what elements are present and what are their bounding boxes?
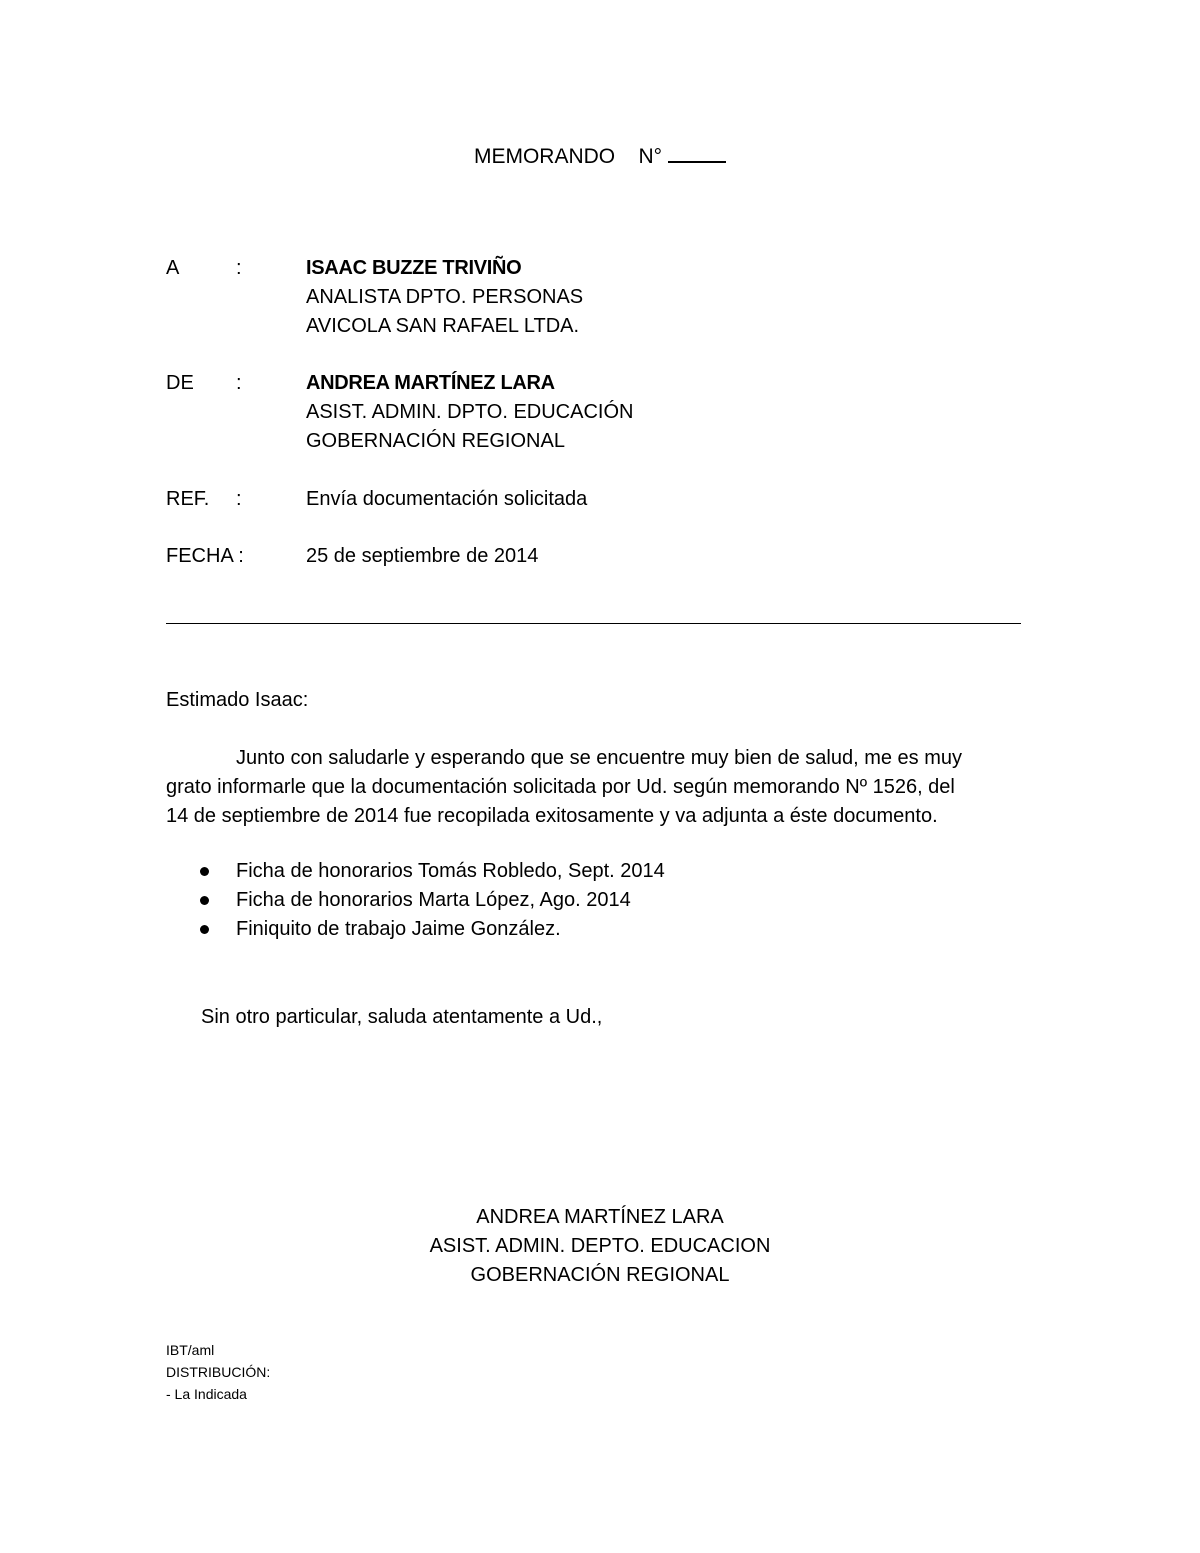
attachment-text: Finiquito de trabajo Jaime González. xyxy=(236,918,561,940)
attachments-list xyxy=(200,857,665,944)
from-company: GOBERNACIÓN REGIONAL xyxy=(306,430,565,452)
ref-value: Envía documentación solicitada xyxy=(306,488,588,510)
footer-distribution-item: - La Indicada xyxy=(166,1386,247,1402)
to-company: AVICOLA SAN RAFAEL LTDA. xyxy=(306,315,580,337)
from-label: DE xyxy=(166,372,194,394)
footer-distribution-label: DISTRIBUCIÓN: xyxy=(166,1364,271,1380)
signature-organization: GOBERNACIÓN REGIONAL xyxy=(470,1264,730,1286)
bullet-icon xyxy=(200,867,209,876)
ref-label: REF. xyxy=(166,488,210,510)
to-position: ANALISTA DPTO. PERSONAS xyxy=(306,286,584,308)
closing-line: Sin otro particular, saluda atentamente a Ud., xyxy=(201,1006,603,1028)
to-colon: : xyxy=(236,257,242,279)
footer-initials: IBT/aml xyxy=(166,1342,215,1358)
ref-colon: : xyxy=(236,488,242,510)
body-paragraph xyxy=(166,744,1026,831)
date-label: FECHA : xyxy=(166,545,244,567)
separator-line xyxy=(166,623,1021,624)
attachment-text: Ficha de honorarios Marta López, Ago. 2014 xyxy=(236,889,631,911)
memo-title-text: MEMORANDO xyxy=(473,145,616,168)
memo-number-label: N° xyxy=(638,145,663,168)
memo-number-blank[interactable] xyxy=(668,141,726,163)
paragraph-line-3: 14 de septiembre de 2014 fue recopilada exitosamente y va adjunta a éste documento. xyxy=(166,805,938,827)
from-name: ANDREA MARTÍNEZ LARA xyxy=(306,372,555,394)
list-item xyxy=(200,857,665,886)
bullet-icon xyxy=(200,925,209,934)
to-name: ISAAC BUZZE TRIVIÑO xyxy=(306,257,522,279)
from-position: ASIST. ADMIN. DPTO. EDUCACIÓN xyxy=(306,401,634,423)
greeting: Estimado Isaac: xyxy=(166,689,309,711)
from-colon: : xyxy=(236,372,242,394)
to-label: A xyxy=(166,257,180,279)
signature-name: ANDREA MARTÍNEZ LARA xyxy=(476,1206,724,1228)
attachment-text: Ficha de honorarios Tomás Robledo, Sept. 2014 xyxy=(236,860,665,882)
paragraph-line-1: Junto con saludarle y esperando que se encuentre muy bien de salud, me es muy xyxy=(236,747,962,769)
signature-position: ASIST. ADMIN. DEPTO. EDUCACION xyxy=(429,1235,771,1257)
list-item xyxy=(200,915,665,944)
paragraph-line-2: grato informarle que la documentación solicitada por Ud. según memorando Nº 1526, del xyxy=(166,776,955,798)
memo-title xyxy=(0,141,1200,171)
list-item xyxy=(200,886,665,915)
bullet-icon xyxy=(200,896,209,905)
date-value: 25 de septiembre de 2014 xyxy=(306,545,539,567)
